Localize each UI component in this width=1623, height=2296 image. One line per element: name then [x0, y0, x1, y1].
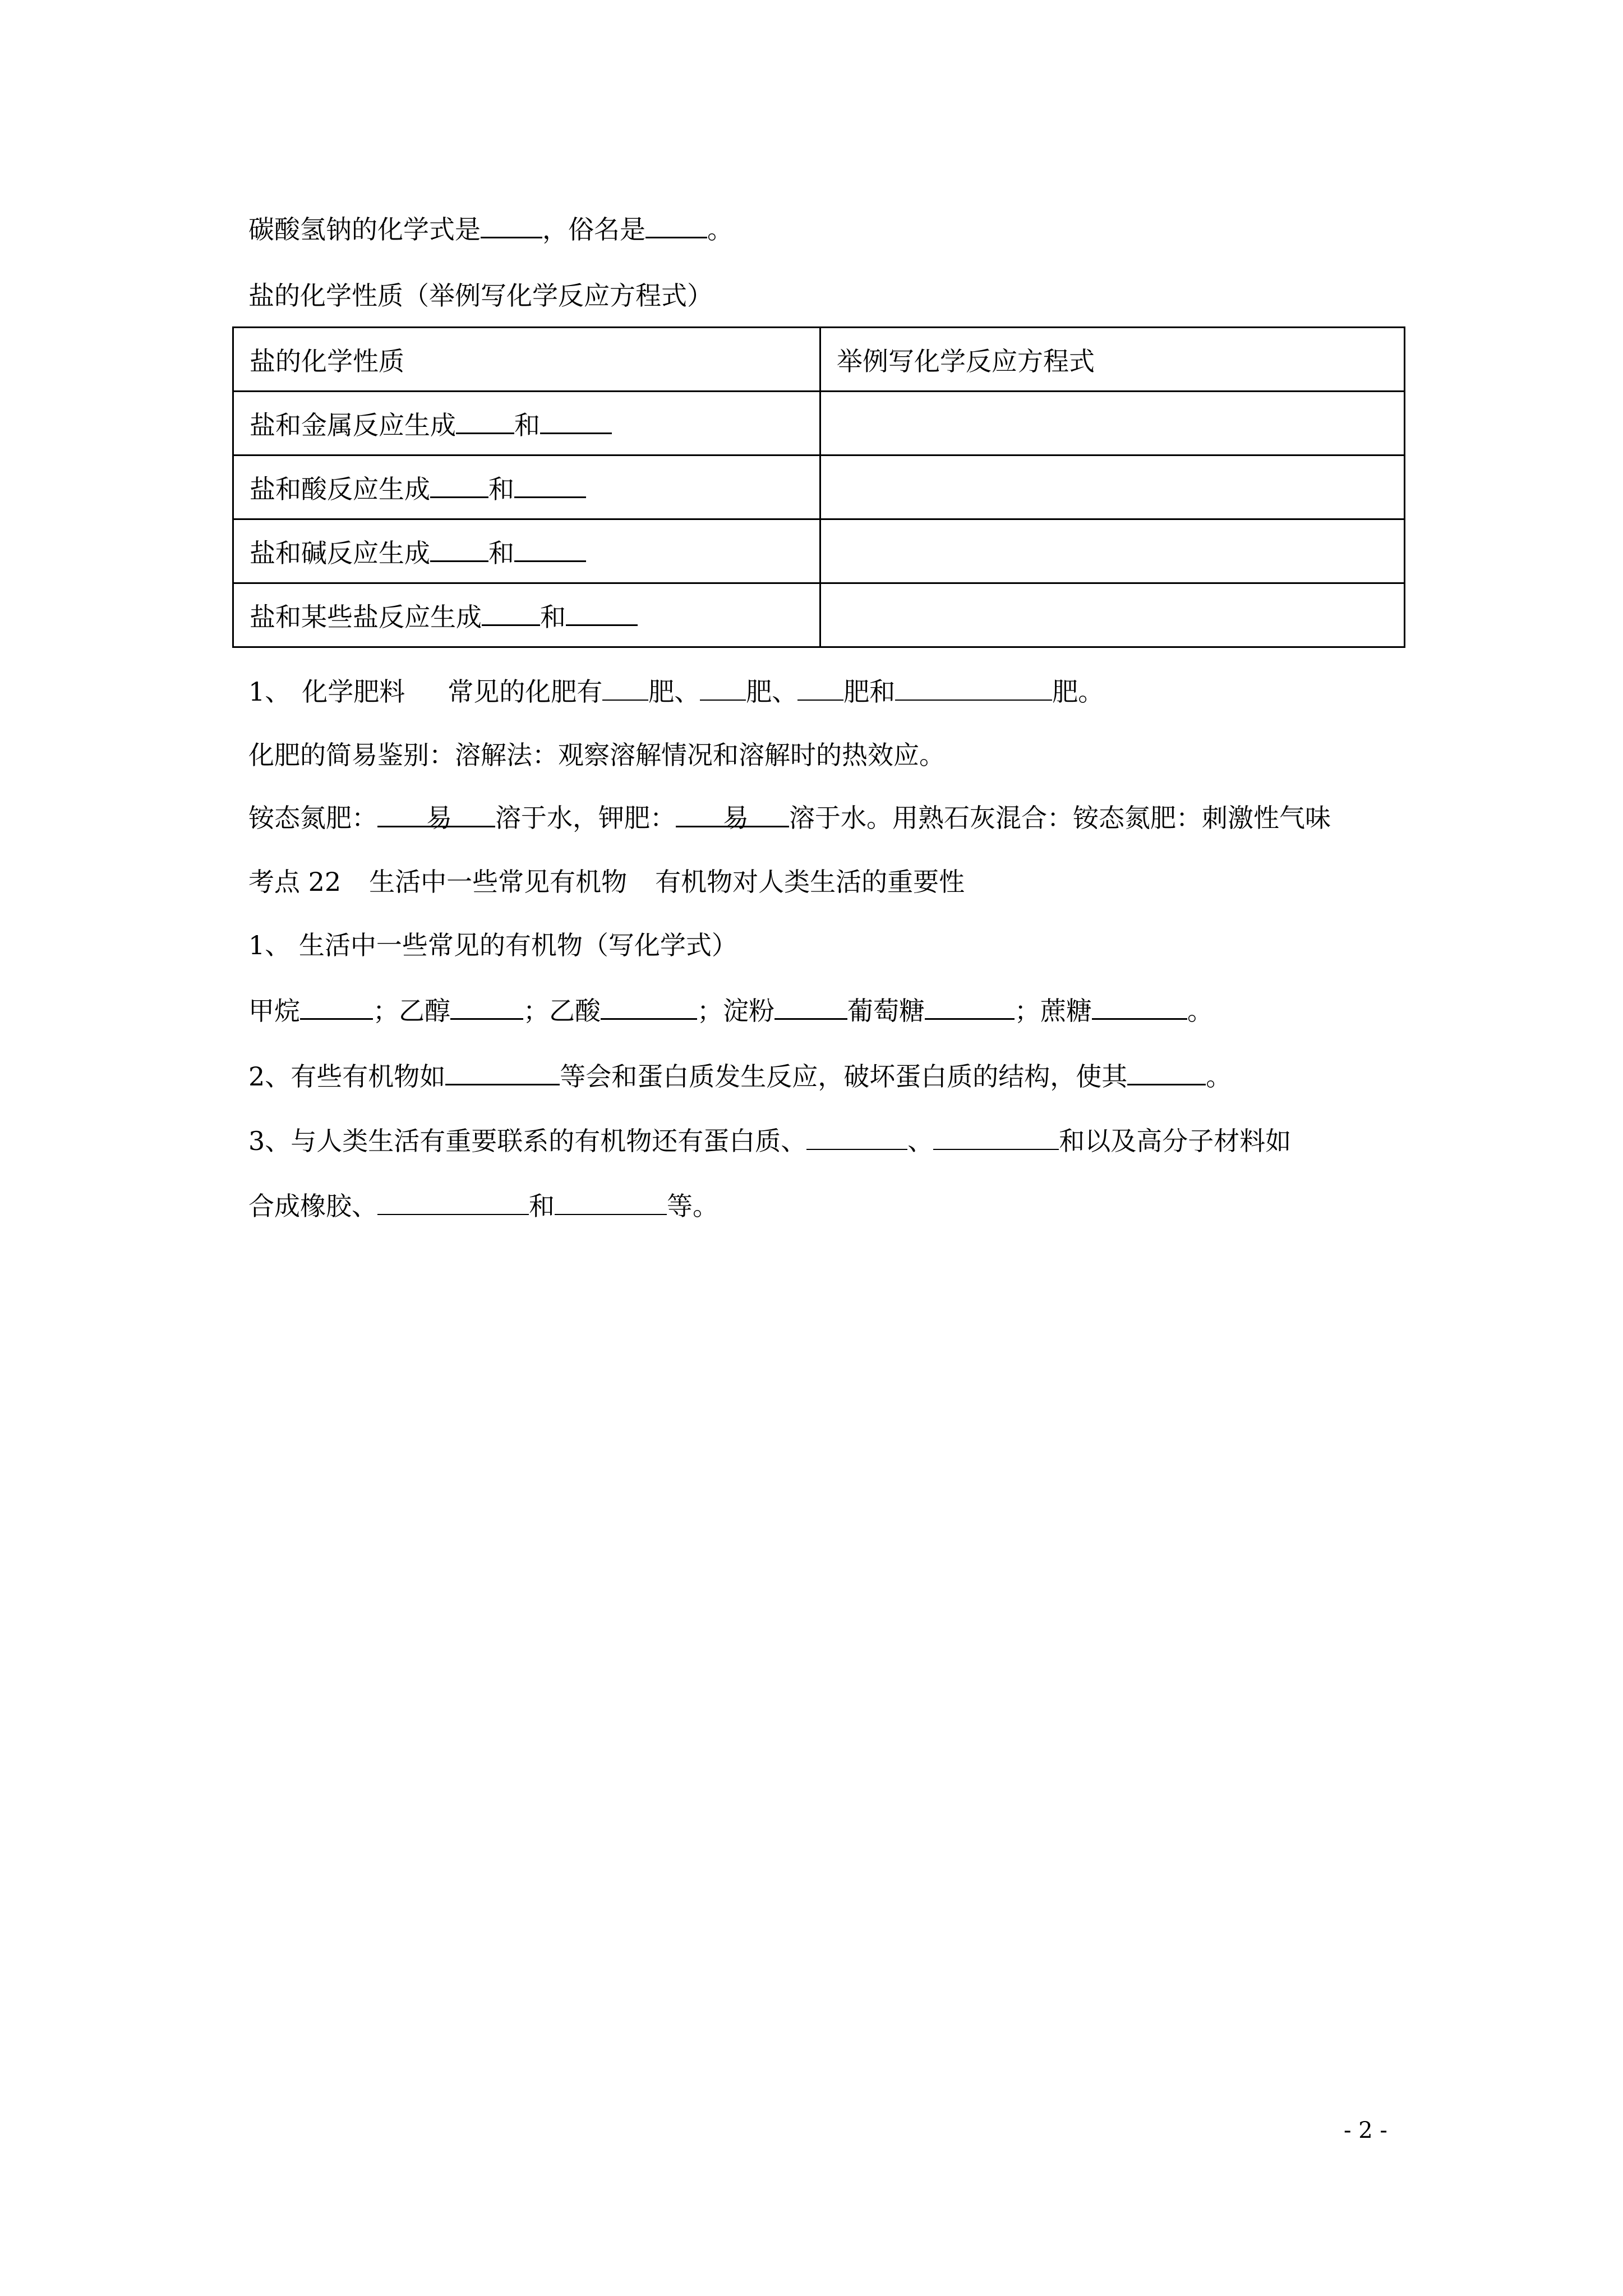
ammonium-line: 铵态氮肥： 易 溶于水，钾肥： 易 溶于水。用熟石灰混合：铵态氮肥：刺激性气味	[248, 801, 1331, 835]
protein-blank[interactable]	[1127, 1059, 1206, 1085]
fertilizer-blank[interactable]	[895, 675, 1052, 701]
fertilizer-topic: 化学肥料	[302, 677, 405, 707]
protein-blank[interactable]	[445, 1059, 560, 1085]
bicarbonate-text-1: 碳酸氢钠的化学式是	[248, 214, 481, 245]
table-cell-equation[interactable]	[820, 392, 1405, 455]
product-blank[interactable]	[514, 472, 586, 498]
table-row	[233, 583, 1405, 647]
bicarbonate-text-2: ，俗名是	[542, 214, 645, 245]
fertilizer-identification: 化肥的简易鉴别：溶解法：观察溶解情况和溶解时的热效应。	[248, 740, 945, 770]
product-blank[interactable]	[514, 536, 586, 562]
starch-blank[interactable]	[774, 993, 847, 1020]
rubber-line: 合成橡胶、 和 等。	[248, 1189, 718, 1223]
fertilizer-line: 1、 化学肥料 常见的化肥有 肥、 肥、 肥和 肥。	[248, 675, 1104, 708]
table-cell-property: 盐和酸反应生成 和	[233, 455, 820, 519]
common-name-blank[interactable]	[645, 212, 707, 238]
page-number: - 2 -	[1344, 2118, 1387, 2143]
product-blank[interactable]	[482, 600, 540, 626]
fertilizer-blank[interactable]	[602, 675, 648, 701]
section-heading: 考点 22 生活中一些常见有机物 有机物对人类生活的重要性	[248, 867, 965, 897]
product-blank[interactable]	[456, 408, 514, 434]
solubility-answer[interactable]: 易	[377, 801, 495, 827]
bicarbonate-line	[248, 212, 733, 246]
organic-formulas-line: 甲烷 ；乙醇 ；乙酸 ；淀粉 葡萄糖 ；蔗糖 。	[248, 993, 1213, 1028]
table-cell-equation[interactable]	[820, 583, 1405, 647]
table-header-row	[233, 328, 1405, 392]
fertilizer-blank[interactable]	[797, 675, 843, 701]
table-cell-property: 盐和碱反应生成 和	[233, 519, 820, 583]
table-cell-equation[interactable]	[820, 519, 1405, 583]
bicarbonate-text-3: 。	[707, 214, 733, 245]
organic-blank[interactable]	[933, 1124, 1059, 1150]
table-cell-property: 盐和金属反应生成 和	[233, 392, 820, 455]
section-number: 考点 22	[248, 867, 342, 897]
table-row	[233, 455, 1405, 519]
polymer-blank[interactable]	[377, 1189, 529, 1215]
product-blank[interactable]	[566, 600, 638, 626]
polymer-blank[interactable]	[555, 1189, 667, 1215]
solubility-answer[interactable]: 易	[676, 801, 789, 827]
table-row	[233, 392, 1405, 455]
product-blank[interactable]	[430, 472, 488, 498]
formula-blank[interactable]	[481, 212, 542, 238]
table-cell-property: 盐和某些盐反应生成 和	[233, 583, 820, 647]
table-cell-equation[interactable]	[820, 455, 1405, 519]
table-row	[233, 519, 1405, 583]
methane-blank[interactable]	[300, 993, 373, 1020]
table-header-equation: 举例写化学反应方程式	[820, 328, 1405, 392]
table-header-property: 盐的化学性质	[233, 328, 820, 392]
sucrose-blank[interactable]	[1092, 993, 1187, 1020]
organic-blank[interactable]	[806, 1124, 907, 1150]
salt-properties-table	[232, 326, 1405, 648]
fertilizer-blank[interactable]	[700, 675, 746, 701]
human-life-line: 3、与人类生活有重要联系的有机物还有蛋白质、 、 和以及高分子材料如	[248, 1124, 1291, 1158]
ethanol-blank[interactable]	[450, 993, 523, 1020]
salt-properties-title: 盐的化学性质（举例写化学反应方程式）	[248, 280, 713, 311]
product-blank[interactable]	[540, 408, 612, 434]
glucose-blank[interactable]	[925, 993, 1015, 1020]
acetic-acid-blank[interactable]	[601, 993, 697, 1020]
protein-line: 2、有些有机物如 等会和蛋白质发生反应，破坏蛋白质的结构，使其 。	[248, 1059, 1232, 1093]
organic-list-title: 1、 生活中一些常见的有机物（写化学式）	[248, 930, 737, 960]
product-blank[interactable]	[430, 536, 488, 562]
